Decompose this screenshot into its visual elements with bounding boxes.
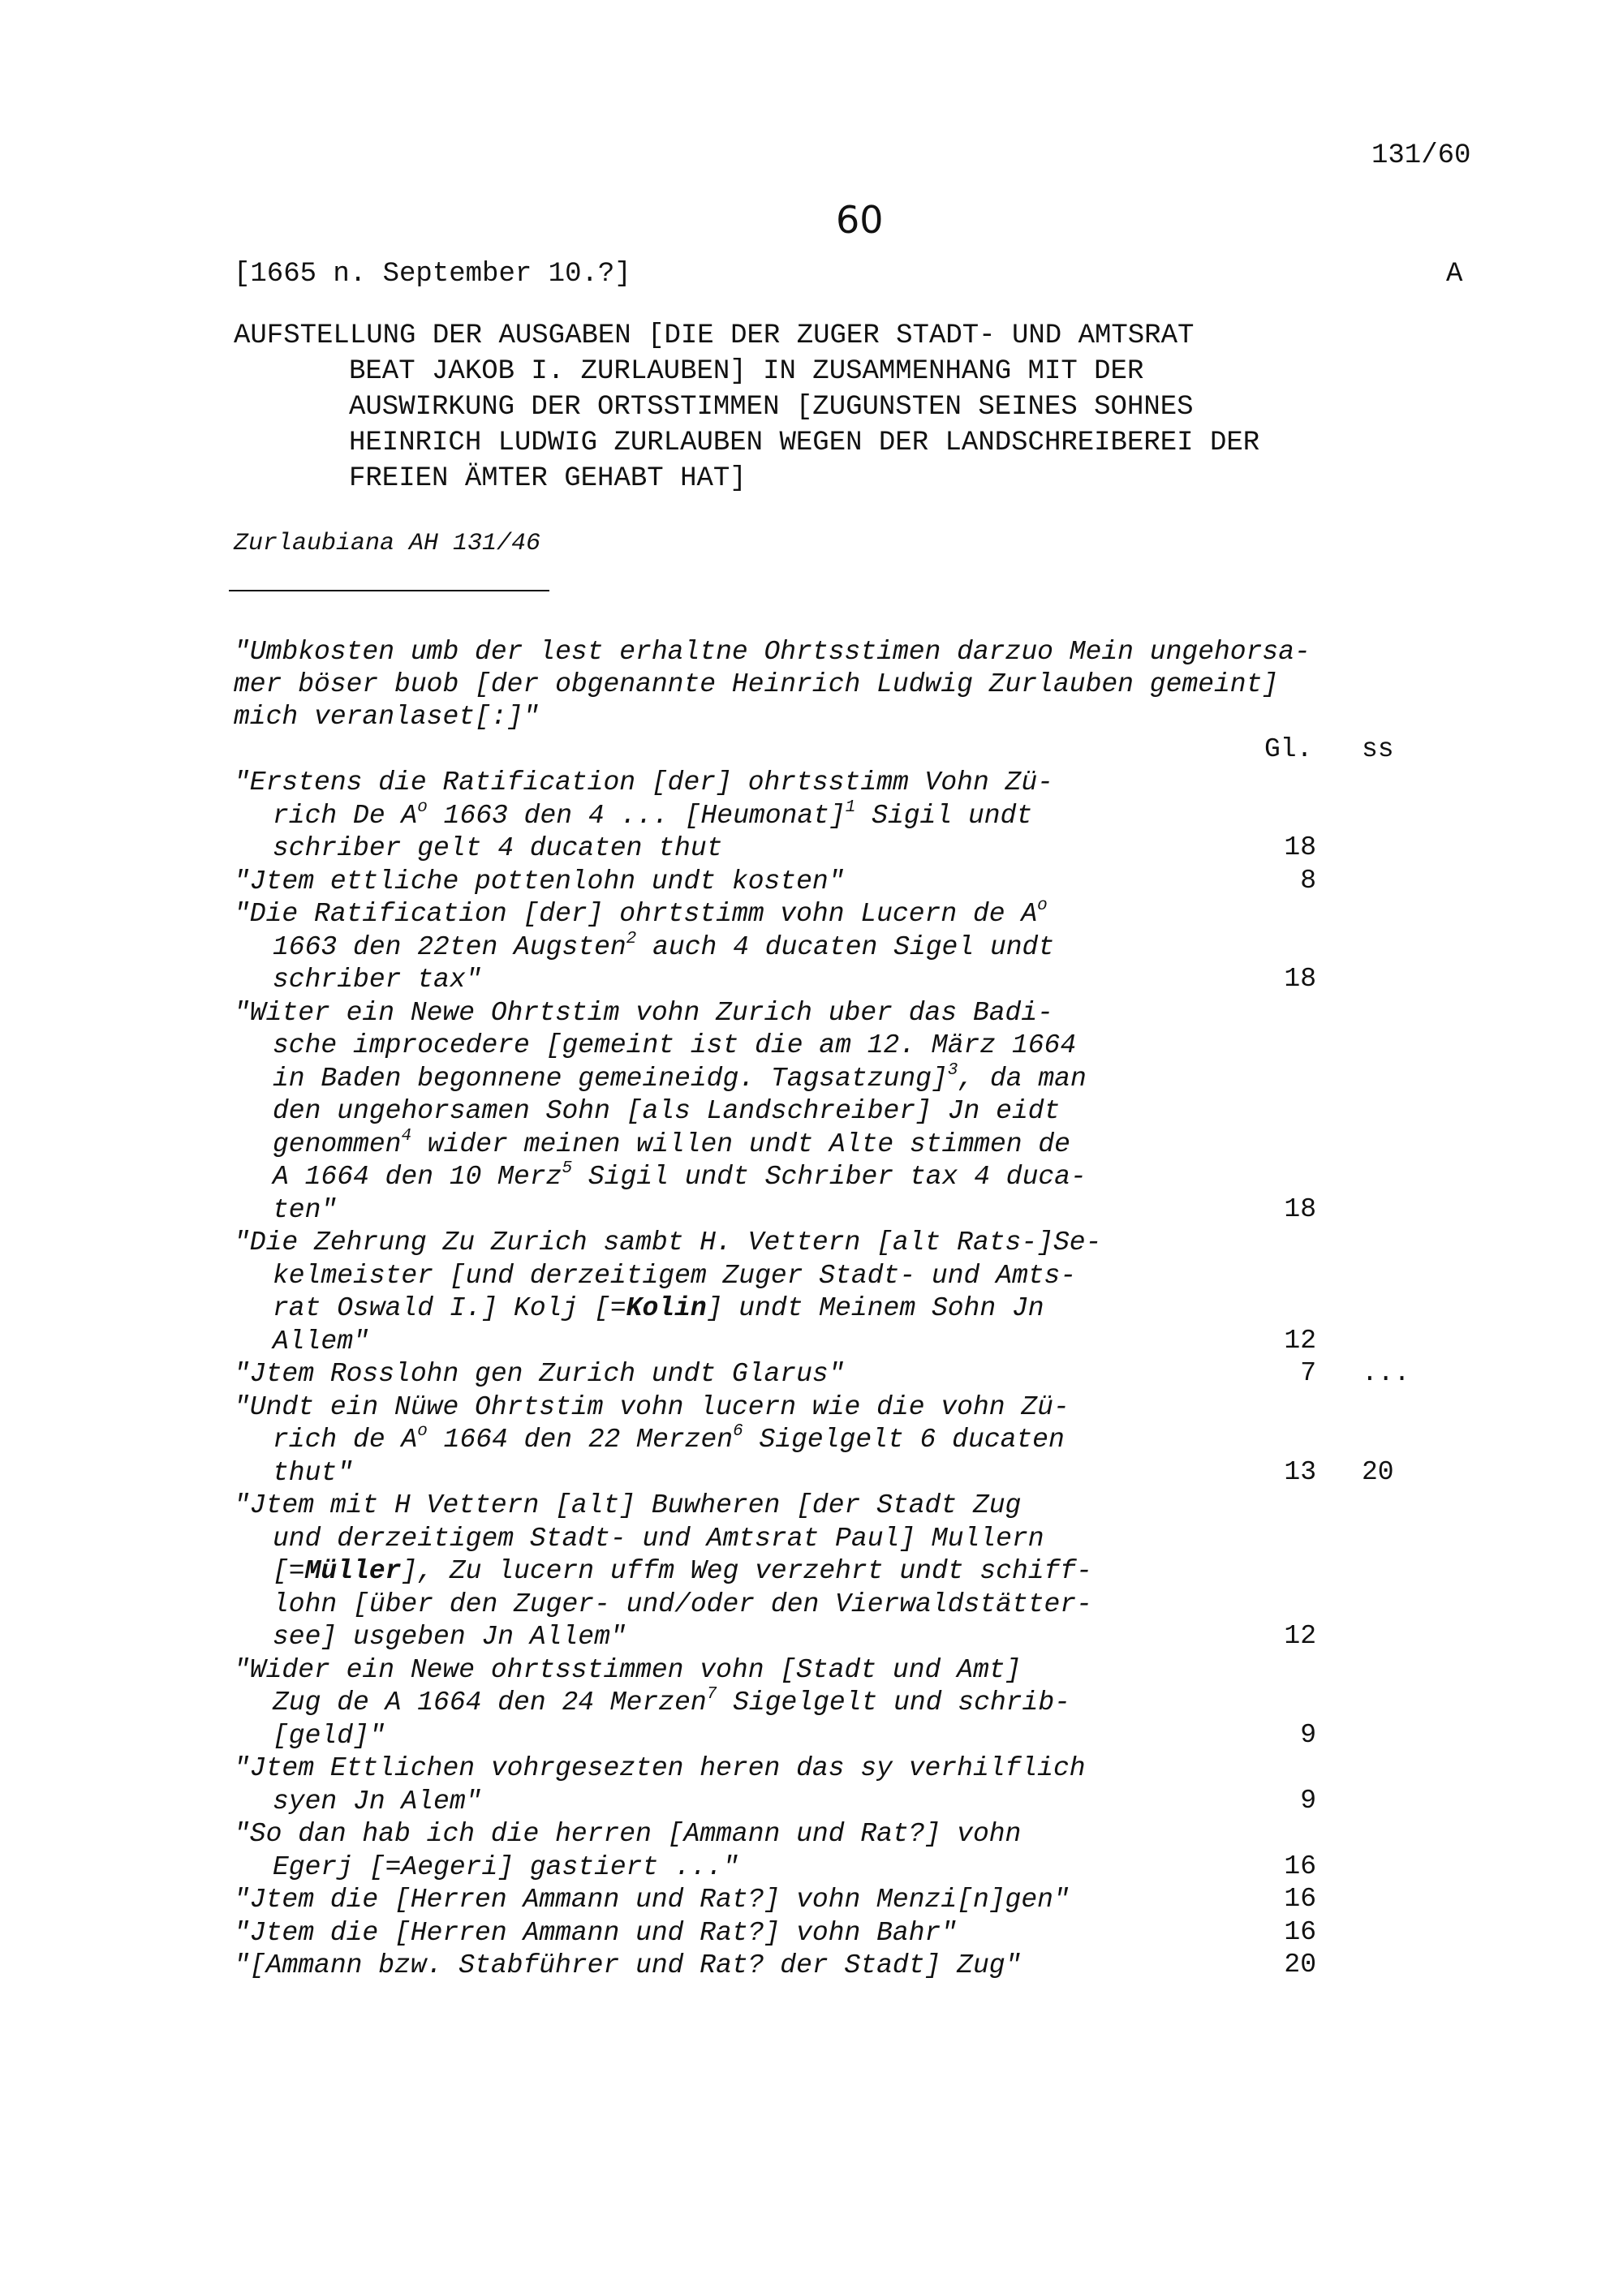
entry-text: den ungehorsamen Sohn [als Landschreiber] Jn eidt: [273, 1096, 1061, 1126]
entry-text: "Die Zehrung Zu Zurich sambt H. Vettern [alt Rats-]Se-: [234, 1228, 1102, 1258]
entry-text: "Wider ein Newe ohrtsstimmen vohn [Stadt und Amt]: [234, 1655, 1022, 1685]
entry-text: und derzeitigem Stadt- und Amtsrat Paul] Mullern: [273, 1524, 1044, 1554]
entry-line: [234, 1227, 1101, 1259]
entry-text: rat Oswald I.] Kolj [=: [273, 1293, 626, 1323]
intro-line: "Umbkosten umb der lest erhaltne Ohrtsstimen darzuo Mein ungehorsa-: [234, 637, 1311, 667]
column-header-gl: Gl.: [1264, 734, 1313, 764]
entry-line: [273, 964, 481, 996]
amount-gulden: 16: [1284, 1851, 1316, 1881]
superscript: o: [417, 1422, 428, 1441]
entry-text: syen Jn Alem": [273, 1786, 482, 1817]
entry-line: [273, 1621, 626, 1653]
entry-line: [234, 1654, 1021, 1687]
entry-line: [273, 1589, 1092, 1621]
entry-text: see] usgeben Jn Allem": [273, 1622, 626, 1652]
entry-text: "Undt ein Nüwe Ohrtstim vohn lucern wie die vohn Zü-: [234, 1392, 1070, 1422]
entry-text: 1663 den 22ten Augsten: [273, 932, 626, 962]
doc-date: [1665 n. September 10.?]: [234, 259, 631, 290]
amount-gulden: 9: [1300, 1720, 1316, 1750]
entry-line: [234, 866, 845, 898]
entry-text: 1663 den 4 ... [Heumonat]: [427, 801, 846, 831]
footnote-ref: 4: [401, 1127, 412, 1146]
entry-line: [273, 1260, 1076, 1292]
amount-schilling: 20: [1362, 1457, 1394, 1487]
entry-line: [273, 1326, 369, 1358]
bold-name: Kolin: [626, 1293, 707, 1323]
doc-number: 60: [836, 198, 884, 242]
entry-text: "Jtem Ettlichen vohrgesezten heren das sy verhilflich: [234, 1753, 1086, 1783]
entry-text: [geld]": [273, 1721, 385, 1751]
entry-text: sche improcedere [gemeint ist die am 12. März 1664: [273, 1030, 1077, 1060]
superscript: o: [1037, 896, 1048, 915]
page-ref: 131/60: [1371, 140, 1471, 171]
entry-text: schriber tax": [273, 965, 482, 995]
amount-gulden: 18: [1284, 964, 1316, 994]
superscript: o: [417, 798, 428, 817]
entry-text: Sigil undt: [855, 801, 1033, 831]
amount-gulden: 18: [1284, 1194, 1316, 1224]
entry-text: auch 4 ducaten Sigel undt: [636, 932, 1055, 962]
entry-line: [234, 1358, 845, 1391]
entry-text: "So dan hab ich die herren [Ammann und Rat?] vohn: [234, 1819, 1022, 1849]
entry-line: [234, 1917, 957, 1950]
entry-text: Sigil undt Schriber tax 4 duca-: [572, 1162, 1087, 1192]
amount-gulden: 16: [1284, 1917, 1316, 1947]
entry-text: ], Zu lucern uffm Weg verzehrt undt schiff-: [401, 1556, 1092, 1586]
footnote-ref: 5: [562, 1159, 573, 1178]
entry-line: [273, 1457, 353, 1490]
title-line: HEINRICH LUDWIG ZURLAUBEN WEGEN DER LANDSCHREIBEREI DER: [349, 428, 1260, 458]
entry-line: [234, 1391, 1070, 1424]
entry-text: Allem": [273, 1326, 369, 1357]
footnote-ref: 1: [845, 798, 856, 817]
entry-line: [273, 1523, 1044, 1555]
entry-text: , da man: [958, 1064, 1087, 1094]
entry-text: Egerj [=Aegeri] gastiert ...": [273, 1852, 739, 1882]
entry-line: [273, 1194, 337, 1227]
entry-line: [234, 898, 1048, 931]
footnote-ref: 2: [626, 930, 637, 948]
title-line: FREIEN ÄMTER GEHABT HAT]: [349, 463, 747, 494]
amount-gulden: 13: [1284, 1457, 1316, 1487]
entry-text: lohn [über den Zuger- und/oder den Vierwaldstätter-: [273, 1589, 1092, 1619]
entry-text: "Jtem die [Herren Ammann und Rat?] vohn Bahr": [234, 1918, 958, 1948]
bold-name: Müller: [304, 1556, 402, 1586]
footnote-ref: 6: [733, 1422, 743, 1441]
entry-text: wider meinen willen undt Alte stimmen de: [411, 1129, 1070, 1159]
source-reference: Zurlaubiana AH 131/46: [234, 530, 541, 557]
amount-gulden: 7: [1300, 1358, 1316, 1388]
entry-text: Sigelgelt und schrib-: [717, 1688, 1070, 1718]
entry-line: [273, 1786, 481, 1818]
entry-line: [234, 1490, 1021, 1522]
entry-text: genommen: [273, 1129, 402, 1159]
intro-line: mer böser buob [der obgenannte Heinrich Ludwig Zurlauben gemeint]: [234, 669, 1279, 699]
entry-text: schriber gelt 4 ducaten thut: [273, 833, 723, 863]
amount-schilling: ...: [1362, 1358, 1410, 1388]
entry-text: A 1664 den 10 Merz: [273, 1162, 562, 1192]
amount-gulden: 9: [1300, 1786, 1316, 1816]
entry-line: [273, 1720, 385, 1752]
entry-line: [273, 1687, 1070, 1719]
entry-line: [273, 1030, 1076, 1062]
entry-line: [273, 1424, 1065, 1456]
entry-line: [234, 997, 1053, 1030]
doc-letter: A: [1446, 259, 1463, 290]
entry-text: rich De A: [273, 801, 418, 831]
entry-line: [273, 1095, 1060, 1128]
entry-text: "Jtem die [Herren Ammann und Rat?] vohn Menzi[n]gen": [234, 1885, 1070, 1915]
entry-text: thut": [273, 1458, 354, 1488]
entry-line: [234, 1884, 1070, 1916]
entry-line: [234, 1818, 1021, 1851]
amount-gulden: 16: [1284, 1884, 1316, 1914]
entry-line: [273, 832, 723, 865]
column-header-ss: ss: [1362, 734, 1394, 764]
title-line: AUFSTELLUNG DER AUSGABEN [DIE DER ZUGER STADT- UND AMTSRAT: [234, 320, 1195, 351]
entry-text: "Erstens die Ratification [der] ohrtsstimm Vohn Zü-: [234, 767, 1053, 798]
amount-gulden: 8: [1300, 866, 1316, 896]
footnote-ref: 3: [947, 1061, 958, 1080]
entry-text: 1664 den 22 Merzen: [427, 1425, 734, 1455]
entry-text: [=: [273, 1556, 305, 1586]
entry-line: [273, 1851, 738, 1884]
title-line: AUSWIRKUNG DER ORTSSTIMMEN [ZUGUNSTEN SEINES SOHNES: [349, 392, 1194, 423]
amount-gulden: 12: [1284, 1326, 1316, 1356]
entry-text: "Jtem Rosslohn gen Zurich undt Glarus": [234, 1359, 845, 1389]
entry-line: [273, 1292, 1044, 1325]
footnote-ref: 7: [706, 1685, 717, 1704]
amount-gulden: 18: [1284, 832, 1316, 862]
entry-line: [273, 800, 1032, 832]
amount-gulden: 12: [1284, 1621, 1316, 1651]
entry-text: "Jtem ettliche pottenlohn undt kosten": [234, 866, 845, 896]
amount-gulden: 20: [1284, 1950, 1316, 1980]
entry-text: "Jtem mit H Vettern [alt] Buwheren [der Stadt Zug: [234, 1490, 1022, 1520]
entry-text: kelmeister [und derzeitigem Zuger Stadt- und Amts-: [273, 1261, 1077, 1291]
entry-line: [234, 1950, 1021, 1982]
intro-line: mich veranlaset[:]": [234, 702, 540, 732]
entry-text: Zug de A 1664 den 24 Merzen: [273, 1688, 707, 1718]
divider: [229, 590, 549, 591]
entry-line: [273, 1129, 1070, 1161]
entry-line: [273, 1161, 1087, 1193]
entry-text: Sigelgelt 6 ducaten: [743, 1425, 1065, 1455]
entry-text: "[Ammann bzw. Stabführer und Rat? der Stadt] Zug": [234, 1950, 1022, 1980]
entry-text: ten": [273, 1195, 338, 1225]
entry-text: ] undt Meinem Sohn Jn: [706, 1293, 1044, 1323]
entry-text: "Witer ein Newe Ohrtstim vohn Zurich uber das Badi-: [234, 998, 1053, 1028]
title-line: BEAT JAKOB I. ZURLAUBEN] IN ZUSAMMENHANG MIT DER: [349, 356, 1144, 387]
entry-line: [273, 1063, 1087, 1095]
entry-line: [273, 1555, 1092, 1588]
entry-line: [234, 1752, 1086, 1785]
entry-text: "Die Ratification [der] ohrtstimm vohn Lucern de A: [234, 899, 1038, 929]
entry-line: [273, 931, 1054, 964]
entry-line: [234, 767, 1053, 799]
entry-text: rich de A: [273, 1425, 418, 1455]
entry-text: in Baden begonnene gemeineidg. Tagsatzung]: [273, 1064, 948, 1094]
